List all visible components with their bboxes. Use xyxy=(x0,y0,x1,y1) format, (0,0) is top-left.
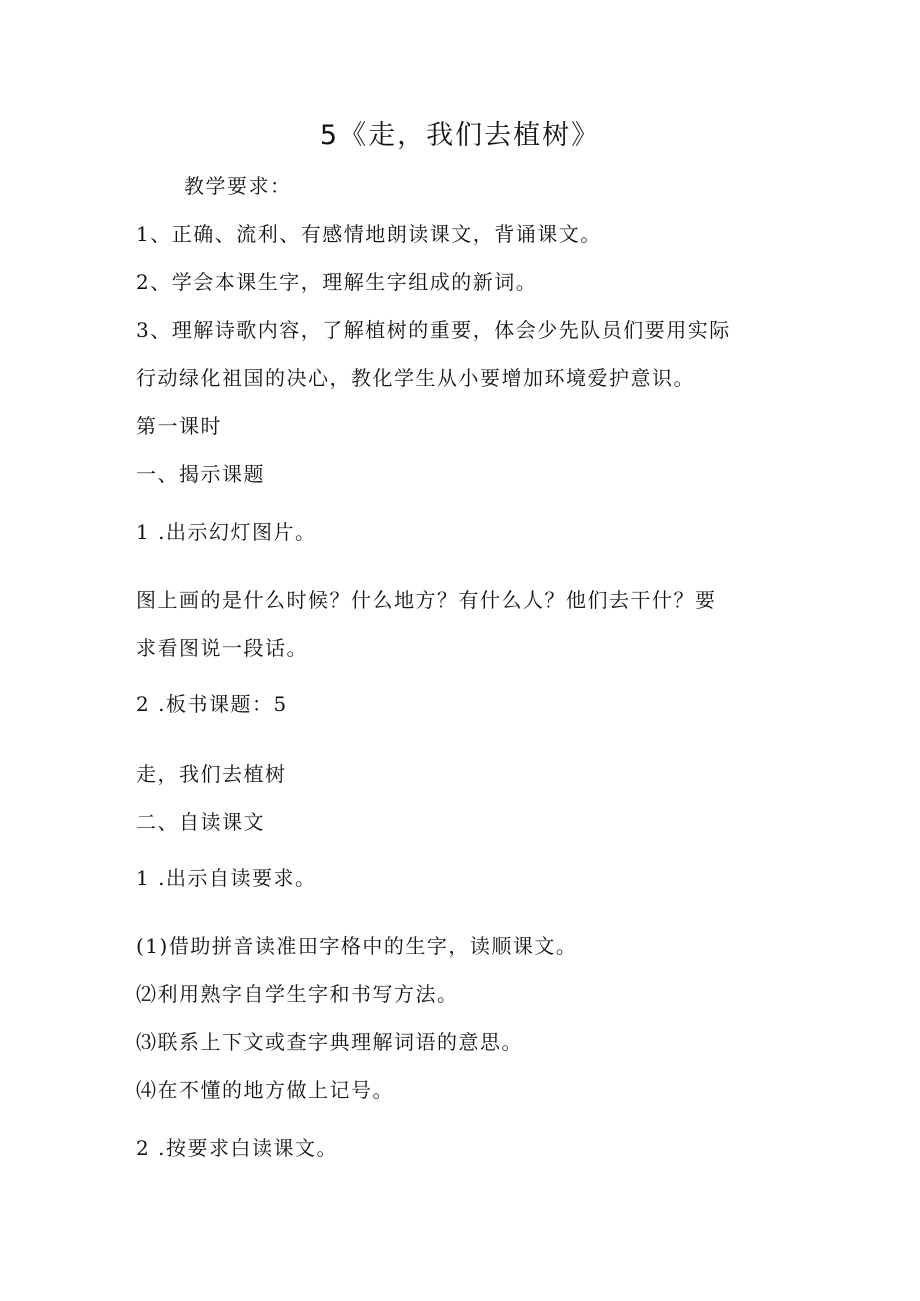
section-reveal-topic: 一、揭示课题 xyxy=(136,462,265,486)
picture-question-line-1: 图上画的是什么时候？什么地方？有什么人？他们去干什？要 xyxy=(136,588,717,612)
lesson-title-text: 走，我们去植树 xyxy=(136,762,287,786)
first-lesson-heading: 第一课时 xyxy=(136,414,222,438)
reading-requirement-2: ⑵利用熟字自学生字和书写方法。 xyxy=(136,982,459,1006)
requirement-3-line-2: 行动绿化祖国的决心，教化学生从小要增加环境爱护意识。 xyxy=(136,366,695,390)
requirement-2: 2、学会本课生字，理解生字组成的新词。 xyxy=(136,270,538,294)
step-board-title: 2 .板书课题：5 xyxy=(136,692,288,716)
requirement-1: 1、正确、流利、有感情地朗读课文，背诵课文。 xyxy=(136,222,602,246)
picture-question-line-2: 求看图说一段话。 xyxy=(136,636,308,660)
step-show-reading-requirements: 1 .出示自读要求。 xyxy=(136,866,317,890)
teaching-requirements-heading: 教学要求： xyxy=(184,174,292,198)
step-read-by-requirements: 2 .按要求白读课文。 xyxy=(136,1136,338,1160)
reading-requirement-3: ⑶联系上下文或查字典理解词语的意思。 xyxy=(136,1030,523,1054)
step-show-slide: 1 .出示幻灯图片。 xyxy=(136,520,317,544)
section-self-reading: 二、自读课文 xyxy=(136,810,265,834)
requirement-3-line-1: 3、理解诗歌内容，了解植树的重要，体会少先队员们要用实际 xyxy=(136,318,731,342)
reading-requirement-4: ⑷在不懂的地方做上记号。 xyxy=(136,1078,394,1102)
reading-requirement-1: (1)借助拼音读准田字格中的生字，读顺课文。 xyxy=(136,934,578,958)
document-title: 5《走，我们去植树》 xyxy=(319,120,601,151)
